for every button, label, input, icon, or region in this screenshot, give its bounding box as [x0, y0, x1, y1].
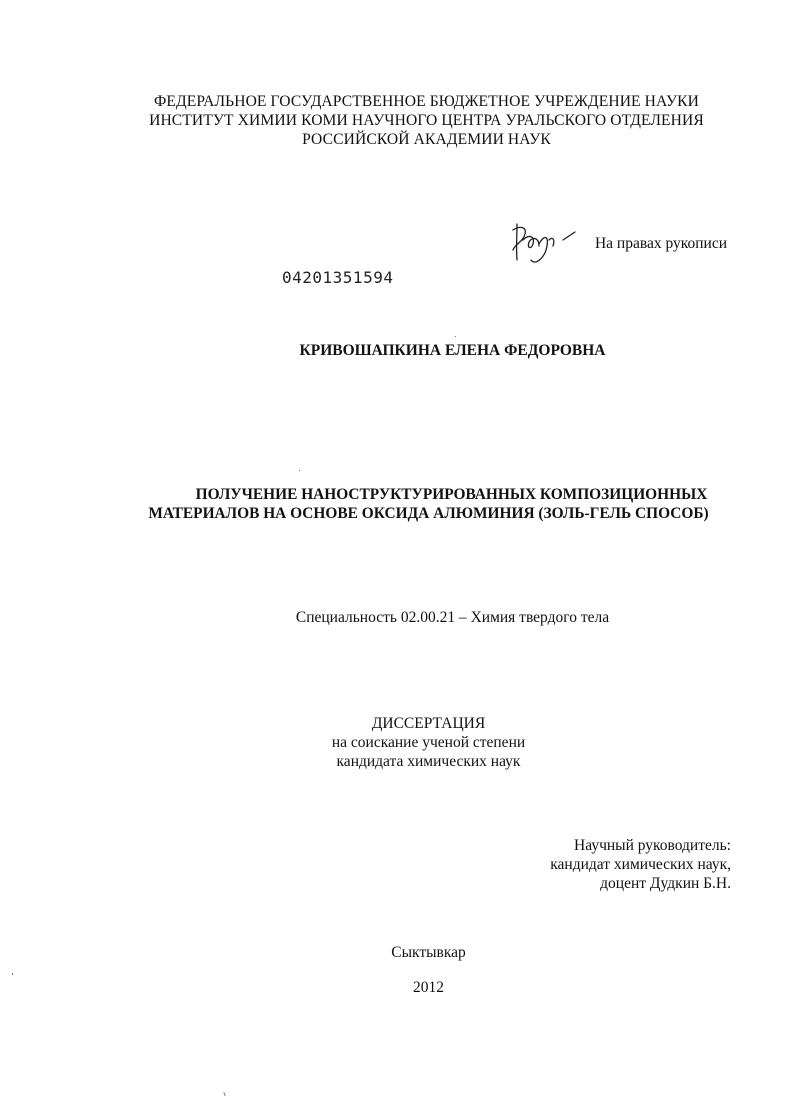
manuscript-rights-note: На правах рукописи	[594, 235, 727, 252]
city: Сыктывкар	[391, 944, 466, 961]
institution-line-2: ИНСТИТУТ ХИМИИ КОМИ НАУЧНОГО ЦЕНТРА УРАЛЬСКОГО ОТДЕЛЕНИЯ	[149, 112, 704, 129]
dissertation-label: ДИССЕРТАЦИЯ	[371, 715, 486, 732]
scan-speck	[299, 470, 300, 471]
institution-line-3: РОССИЙСКОЙ АКАДЕМИИ НАУК	[302, 131, 551, 148]
dissertation-title-line-2: МАТЕРИАЛОВ НА ОСНОВЕ ОКСИДА АЛЮМИНИЯ (ЗОЛЬ-ГЕЛЬ СПОСОБ)	[148, 505, 709, 522]
scan-speck	[12, 973, 13, 975]
degree-line-1: на соискание ученой степени	[331, 734, 526, 751]
dissertation-title-line-1: ПОЛУЧЕНИЕ НАНОСТРУКТУРИРОВАННЫХ КОМПОЗИЦИОННЫХ	[195, 486, 708, 503]
registration-number-stamp: 04201351594	[282, 268, 394, 287]
author-name: КРИВОШАПКИНА ЕЛЕНА ФЕДОРОВНА	[299, 342, 606, 359]
supervisor-line-2: кандидат химических наук,	[550, 856, 731, 873]
degree-line-2: кандидата химических наук	[336, 753, 521, 770]
scan-speck	[455, 336, 456, 337]
specialty-line: Специальность 02.00.21 – Химия твердого тела	[295, 609, 610, 626]
supervisor-line-3: доцент Дудкин Б.Н.	[600, 875, 731, 892]
scan-speck	[223, 1092, 225, 1096]
institution-line-1: ФЕДЕРАЛЬНОЕ ГОСУДАРСТВЕННОЕ БЮДЖЕТНОЕ УЧРЕЖДЕНИЕ НАУКИ	[153, 93, 700, 110]
year: 2012	[413, 979, 444, 996]
supervisor-line-1: Научный руководитель:	[574, 837, 731, 854]
